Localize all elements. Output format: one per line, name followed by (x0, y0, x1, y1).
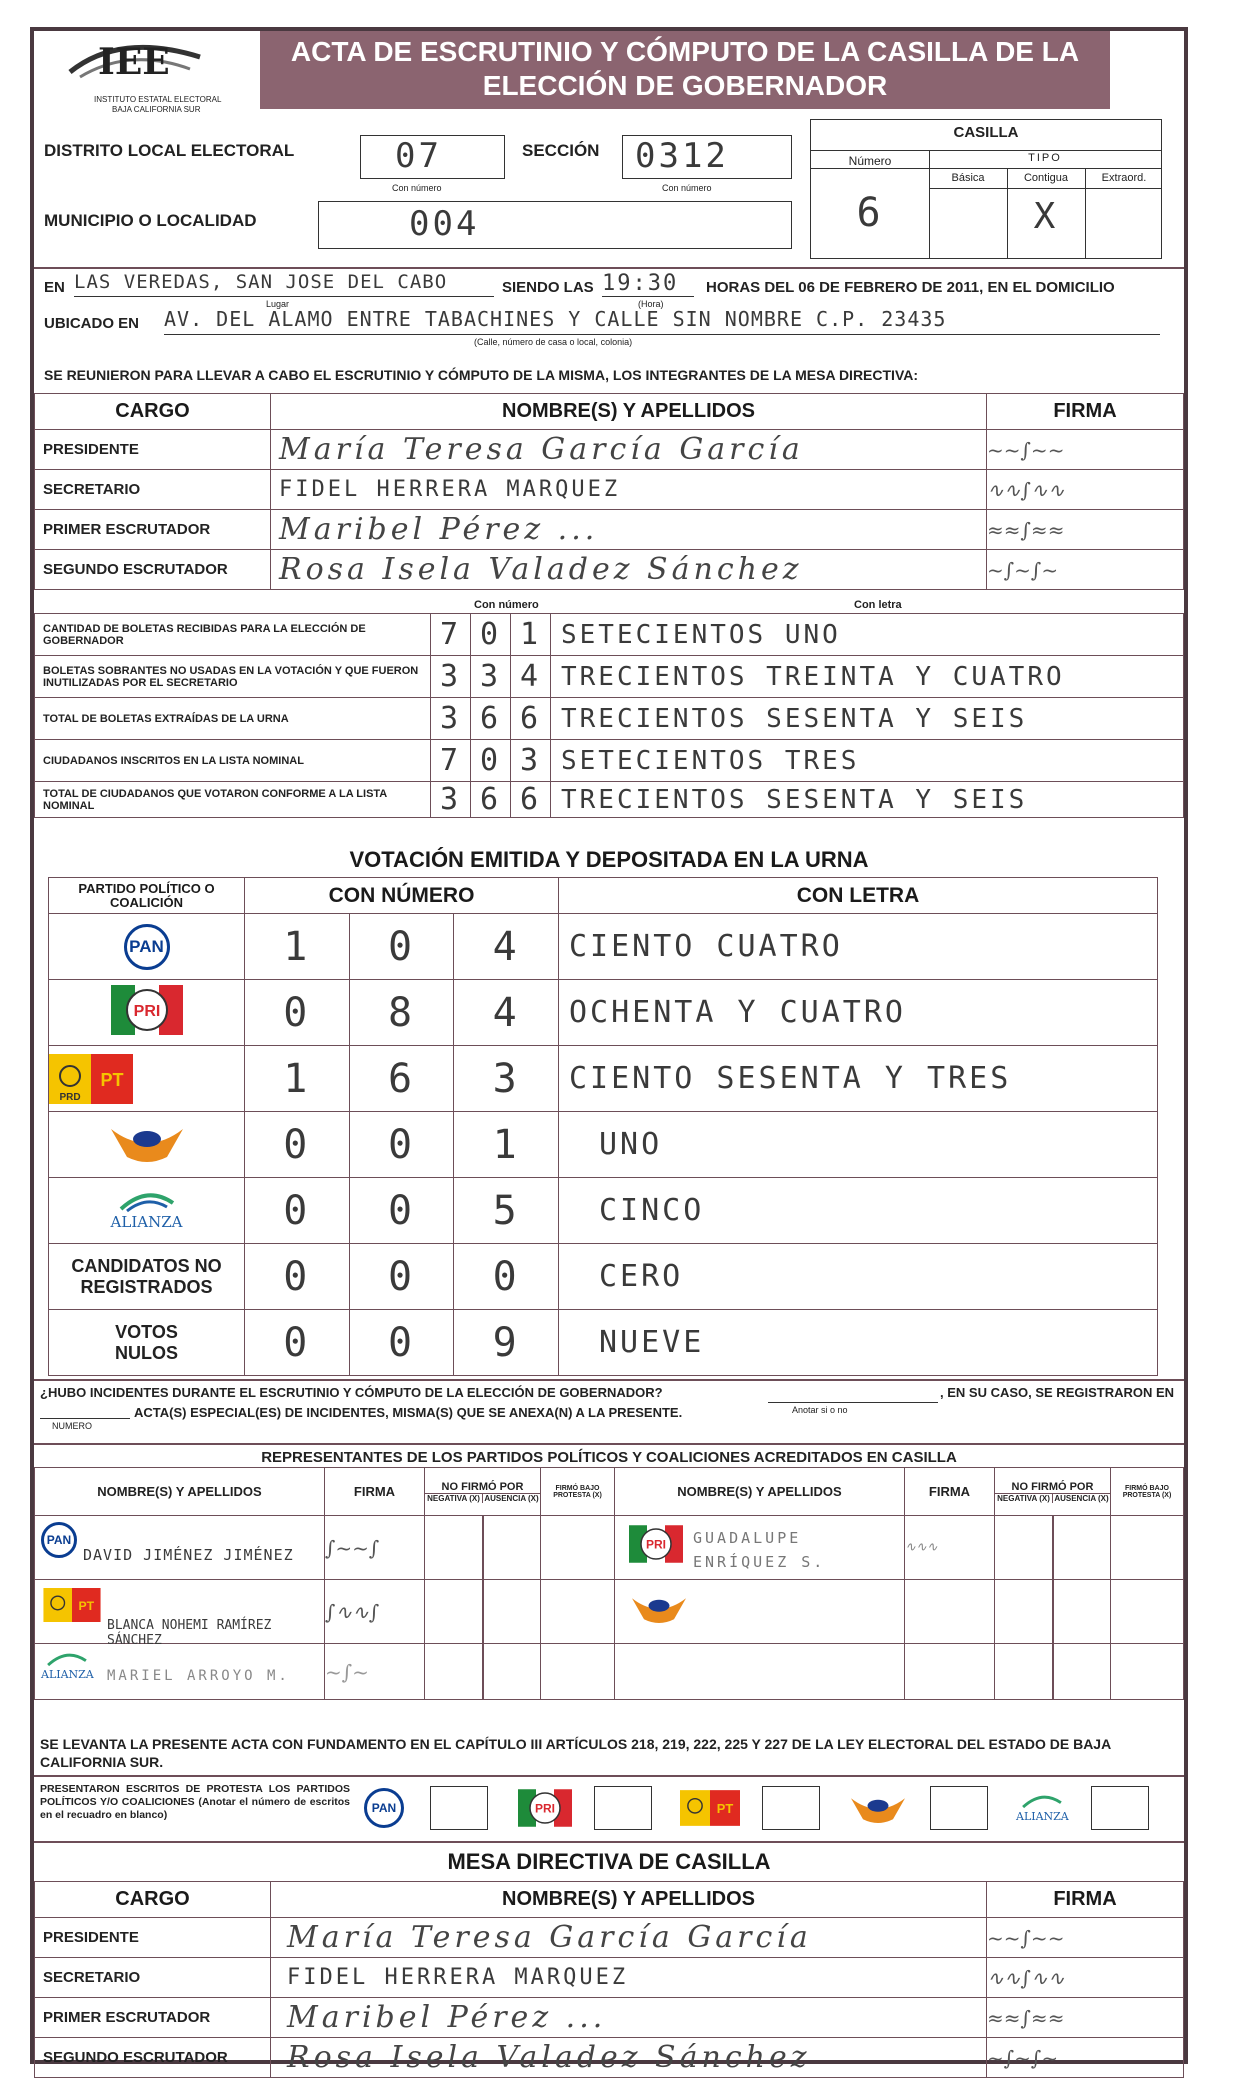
divider-line (34, 267, 1184, 269)
convergencia-logo-icon (107, 1117, 187, 1167)
rep-left-1-no-firmo[interactable] (425, 1516, 541, 1580)
convergencia-logo-icon (629, 1588, 689, 1628)
pri-logo-icon (518, 1789, 572, 1827)
boletas-label: CANTIDAD DE BOLETAS RECIBIDAS PARA LA ELECCIÓN DE GOBERNADOR (35, 614, 431, 656)
svg-text:PRI: PRI (534, 1801, 556, 1816)
table-row (49, 980, 1158, 1046)
rep-left-2[interactable]: PT BLANCA NOHEMI RAMÍREZ SÁNCHEZ (35, 1580, 325, 1644)
table-row (49, 1046, 1158, 1112)
votos-digit[interactable]: 0 (349, 914, 454, 980)
votos-digit[interactable]: 1 (245, 1046, 350, 1112)
table-row (35, 1998, 1184, 2038)
firma-secretario[interactable]: ∿∿∫∿∿ (987, 1958, 1184, 1998)
rep-left-1[interactable]: PAN DAVID JIMÉNEZ JIMÉNEZ (35, 1516, 325, 1580)
rep-left-1-firma[interactable]: ∫~~∫ (325, 1516, 425, 1580)
rep-header-nombre-left: NOMBRE(S) Y APELLIDOS (35, 1468, 325, 1516)
cargo-presidente: PRESIDENTE (35, 1918, 271, 1958)
table-row (35, 1644, 1184, 1700)
cargo-presidente: PRESIDENTE (35, 430, 271, 470)
numero-label: Número (848, 154, 892, 168)
firma-secretario[interactable]: ∿∿∫∿∿ (987, 470, 1184, 510)
svg-text:PRI: PRI (133, 1003, 160, 1020)
rep-left-3-protesta[interactable] (541, 1644, 615, 1700)
rep-header-nombre-right: NOMBRE(S) Y APELLIDOS (615, 1468, 905, 1516)
en-label: EN (44, 279, 65, 296)
boletas-digit[interactable]: 0 (471, 740, 511, 782)
votos-letra[interactable]: CIENTO SESENTA Y TRES (559, 1046, 1158, 1112)
boletas-digit[interactable]: 0 (471, 614, 511, 656)
votos-digit[interactable]: 4 (454, 914, 559, 980)
boletas-digit[interactable]: 3 (431, 698, 471, 740)
rep-right-3-no-firmo[interactable] (995, 1644, 1111, 1700)
votos-digit[interactable]: 0 (245, 1310, 350, 1376)
tipo-label: TIPO (1028, 152, 1062, 164)
votos-digit[interactable]: 5 (454, 1178, 559, 1244)
votos-digit[interactable]: 8 (349, 980, 454, 1046)
distrito-label: DISTRITO LOCAL ELECTORAL (44, 141, 295, 160)
svg-text:PRI: PRI (645, 1537, 667, 1552)
table-row (49, 1178, 1158, 1244)
municipio-label: MUNICIPIO O LOCALIDAD (44, 211, 257, 230)
reunieron-text: SE REUNIERON PARA LLEVAR A CABO EL ESCRUTINIO Y CÓMPUTO DE LA MISMA, LOS INTEGRANTES DE LA MESA DIRECTIVA: (44, 367, 919, 383)
votos-digit[interactable]: 0 (349, 1310, 454, 1376)
votos-digit[interactable]: 1 (245, 914, 350, 980)
iee-logo (60, 37, 238, 119)
boletas-digit[interactable]: 3 (431, 782, 471, 818)
nombre-primer-escrutador[interactable]: Maribel Pérez ... (271, 510, 987, 550)
mesa-directiva-bottom-table (34, 1881, 1184, 2078)
table-row (35, 550, 1184, 590)
rep-header-no-firmo-right: NO FIRMÓ POR NEGATIVA (X) AUSENCIA (X) (995, 1468, 1111, 1516)
votos-digit[interactable]: 3 (454, 1046, 559, 1112)
seccion-field[interactable]: 0312 (622, 135, 792, 179)
convergencia-logo-icon (848, 1789, 908, 1827)
votos-letra[interactable]: CERO (559, 1244, 1158, 1310)
representantes-table (34, 1467, 1184, 1700)
nombre-presidente[interactable]: María Teresa García García (271, 430, 987, 470)
lugar-field[interactable]: LAS VEREDAS, SAN JOSE DEL CABO (74, 271, 494, 297)
municipio-field[interactable]: 004 (318, 201, 792, 249)
svg-text:PRD: PRD (59, 1091, 81, 1103)
tipo-extraord: Extraord. (1101, 172, 1147, 184)
pan-logo-icon: PAN (364, 1788, 404, 1828)
protesta-box-prd-pt[interactable] (762, 1786, 820, 1830)
tipo-basica: Básica (951, 172, 985, 184)
header-nombre: NOMBRE(S) Y APELLIDOS (271, 1882, 987, 1918)
rep-right-2-no-firmo[interactable] (995, 1580, 1111, 1644)
mesa-directiva-top-table (34, 393, 1184, 590)
domicilio-caption: (Calle, número de casa o local, colonia) (474, 337, 633, 347)
nombre-segundo-escrutador[interactable]: Rosa Isela Valadez Sánchez (271, 550, 987, 590)
casilla-title: CASILLA (953, 124, 1019, 141)
table-row (49, 1112, 1158, 1178)
protesta-box-pri[interactable] (594, 1786, 652, 1830)
table-row (35, 614, 1184, 656)
protesta-box-nueva-alianza[interactable] (1091, 1786, 1149, 1830)
iee-logo-text: IEE (98, 41, 170, 83)
boletas-digit[interactable]: 1 (511, 614, 551, 656)
table-row (35, 1958, 1184, 1998)
votos-digit[interactable]: 0 (349, 1112, 454, 1178)
prd-pt-logo-icon (41, 1588, 103, 1622)
firma-presidente[interactable]: ~~∫~~ (987, 430, 1184, 470)
protesta-box-convergencia[interactable] (930, 1786, 988, 1830)
pri-logo-icon (111, 985, 183, 1035)
votos-digit[interactable]: 0 (245, 980, 350, 1046)
nueva-alianza-logo-icon: ALIANZA (102, 1186, 192, 1236)
institute-name: INSTITUTO ESTATAL ELECTORAL (94, 95, 222, 104)
rep-left-2-no-firmo[interactable] (425, 1580, 541, 1644)
header-partido: PARTIDO POLÍTICO O COALICIÓN (49, 878, 245, 914)
votos-nulos-label: VOTOS NULOS (49, 1310, 245, 1376)
numero-caption: NUMERO (52, 1421, 92, 1431)
table-row (49, 1310, 1158, 1376)
rep-right-1-firma[interactable]: ∿∿∿ (905, 1516, 995, 1580)
boletas-letra[interactable]: TRECIENTOS SESENTA Y SEIS (551, 698, 1184, 740)
candidatos-no-registrados-label: CANDIDATOS NO REGISTRADOS (49, 1244, 245, 1310)
party-cell-prd-pt (49, 1046, 245, 1112)
firma-presidente[interactable]: ~~∫~~ (987, 1918, 1184, 1958)
rep-right-2-firma[interactable] (905, 1580, 995, 1644)
siendo-label: SIENDO LAS (502, 279, 594, 296)
votos-digit[interactable]: 0 (245, 1112, 350, 1178)
rep-right-1-no-firmo[interactable] (995, 1516, 1111, 1580)
boletas-digit[interactable]: 6 (511, 698, 551, 740)
boletas-digit[interactable]: 6 (471, 698, 511, 740)
header-nombre: NOMBRE(S) Y APELLIDOS (271, 394, 987, 430)
table-row (35, 1516, 1184, 1580)
rep-right-3-protesta[interactable] (1111, 1644, 1184, 1700)
acta-sheet (30, 27, 1188, 2075)
rep-header-protesta-right: FIRMÓ BAJO PROTESTA (X) (1111, 1468, 1184, 1516)
votacion-title: VOTACIÓN EMITIDA Y DEPOSITADA EN LA URNA (349, 847, 869, 872)
seccion-label: SECCIÓN (522, 141, 600, 160)
distrito-field[interactable]: 07 (360, 135, 505, 179)
rep-right-2-protesta[interactable] (1111, 1580, 1184, 1644)
rep-right-3-firma[interactable] (905, 1644, 995, 1700)
casilla-numero-value[interactable]: 6 (856, 190, 884, 236)
protesta-text: PRESENTARON ESCRITOS DE PROTESTA LOS PARTIDOS POLÍTICOS Y/O COALICIONES (Anotar el número de escritos en el recuadro en blanco) (40, 1783, 350, 1821)
rep-header-firma-right: FIRMA (905, 1468, 995, 1516)
firma-segundo-escrutador[interactable]: ~∫~∫~ (987, 2038, 1184, 2078)
title-line-2: ELECCIÓN DE GOBERNADOR (482, 70, 888, 101)
table-row (35, 1580, 1184, 1644)
institute-state: BAJA CALIFORNIA SUR (112, 105, 201, 114)
boletas-digit[interactable]: 3 (471, 656, 511, 698)
fecha-text: HORAS DEL 06 DE FEBRERO DE 2011, EN EL DOMICILIO (706, 279, 1115, 296)
boletas-letra[interactable]: TRECIENTOS TREINTA Y CUATRO (551, 656, 1184, 698)
table-row (49, 914, 1158, 980)
votos-letra[interactable]: CIENTO CUATRO (559, 914, 1158, 980)
cargo-primer-escrutador: PRIMER ESCRUTADOR (35, 510, 271, 550)
party-cell-convergencia (49, 1112, 245, 1178)
votos-letra[interactable]: NUEVE (559, 1310, 1158, 1376)
nueva-alianza-logo-icon: ALIANZA (1016, 1794, 1069, 1823)
header-firma: FIRMA (987, 1882, 1184, 1918)
votos-letra[interactable]: OCHENTA Y CUATRO (559, 980, 1158, 1046)
boletas-label: BOLETAS SOBRANTES NO USADAS EN LA VOTACIÓN Y QUE FUERON INUTILIZADAS POR EL SECRETARIO (35, 656, 431, 698)
prd-pt-logo-icon (49, 1054, 133, 1104)
cargo-secretario: SECRETARIO (35, 470, 271, 510)
votos-digit[interactable]: 6 (349, 1046, 454, 1112)
boletas-digit[interactable]: 7 (431, 614, 471, 656)
pan-logo-icon: PAN (124, 924, 170, 970)
boletas-digit[interactable]: 3 (511, 740, 551, 782)
votos-letra[interactable]: CINCO (559, 1178, 1158, 1244)
svg-text:PT: PT (100, 1069, 124, 1090)
boletas-table (34, 613, 1184, 818)
rep-left-3-no-firmo[interactable] (425, 1644, 541, 1700)
rep-header-no-firmo-left: NO FIRMÓ POR NEGATIVA (X) AUSENCIA (X) (425, 1468, 541, 1516)
rep-left-1-protesta[interactable] (541, 1516, 615, 1580)
protesta-row (354, 1781, 1184, 1835)
cargo-primer-escrutador: PRIMER ESCRUTADOR (35, 1998, 271, 2038)
party-cell-pan (49, 914, 245, 980)
boletas-digit[interactable]: 7 (431, 740, 471, 782)
incidentes-question-suffix: , EN SU CASO, SE REGISTRARON EN (940, 1385, 1175, 1400)
rep-left-3-firma[interactable]: ~∫~ (325, 1644, 425, 1700)
rep-right-1[interactable]: PRI GUADALUPE ENRÍQUEZ S. (615, 1516, 905, 1580)
hora-caption: (Hora) (638, 299, 664, 309)
ubicado-label: UBICADO EN (44, 315, 140, 332)
pan-logo-icon: PAN (41, 1522, 77, 1558)
boletas-letra[interactable]: TRECIENTOS SESENTA Y SEIS (551, 782, 1184, 818)
table-row (35, 740, 1184, 782)
header-con-letra: CON LETRA (559, 878, 1158, 914)
incidentes-anexa-text: ACTA(S) ESPECIAL(ES) DE INCIDENTES, MISMA(S) QUE SE ANEXA(N) A LA PRESENTE. (134, 1405, 683, 1420)
firma-primer-escrutador[interactable]: ≈≈∫≈≈ (987, 510, 1184, 550)
fundamento-text: SE LEVANTA LA PRESENTE ACTA CON FUNDAMENTO EN EL CAPÍTULO III ARTÍCULOS 218, 219, 222, 225 Y 227 DE LA LEY ELECTORAL DEL ESTADO DE BAJA CALIFORNIA SUR. (40, 1736, 1111, 1770)
svg-text:PT: PT (78, 1598, 95, 1613)
votos-digit[interactable]: 0 (245, 1244, 350, 1310)
party-cell-nueva-alianza (49, 1178, 245, 1244)
table-row (35, 430, 1184, 470)
cargo-secretario: SECRETARIO (35, 1958, 271, 1998)
con-numero-label: Con número (474, 599, 539, 611)
nueva-alianza-logo-icon: ALIANZA (41, 1652, 94, 1681)
table-row (35, 2038, 1184, 2078)
contigua-mark[interactable]: X (1033, 196, 1059, 237)
boletas-digit[interactable]: 6 (511, 782, 551, 818)
boletas-label: CIUDADANOS INSCRITOS EN LA LISTA NOMINAL (35, 740, 431, 782)
nombre-presidente[interactable]: María Teresa García García (271, 1918, 987, 1958)
boletas-digit[interactable]: 3 (431, 656, 471, 698)
votacion-table (48, 877, 1158, 1376)
header-con-numero: CON NÚMERO (245, 878, 559, 914)
distrito-caption: Con número (392, 183, 442, 193)
representantes-title: REPRESENTANTES DE LOS PARTIDOS POLÍTICOS Y COALICIONES ACREDITADOS EN CASILLA (261, 1449, 957, 1466)
table-row (35, 510, 1184, 550)
seccion-caption: Con número (662, 183, 712, 193)
firma-primer-escrutador[interactable]: ≈≈∫≈≈ (987, 1998, 1184, 2038)
prd-pt-logo-icon (680, 1790, 740, 1826)
lugar-caption: Lugar (266, 299, 290, 309)
rep-header-firma-left: FIRMA (325, 1468, 425, 1516)
anotar-caption: Anotar si o no (792, 1405, 848, 1415)
nombre-secretario[interactable]: FIDEL HERRERA MARQUEZ (271, 1958, 987, 1998)
boletas-label: TOTAL DE CIUDADANOS QUE VOTARON CONFORME A LA LISTA NOMINAL (35, 782, 431, 818)
rep-right-2[interactable] (615, 1580, 905, 1644)
rep-left-2-firma[interactable]: ∫∿∿∫ (325, 1580, 425, 1644)
nombre-primer-escrutador[interactable]: Maribel Pérez ... (271, 1998, 987, 2038)
votos-digit[interactable]: 9 (454, 1310, 559, 1376)
svg-text:PT: PT (716, 1801, 734, 1816)
rep-left-3[interactable]: ALIANZA MARIEL ARROYO M. (35, 1644, 325, 1700)
votos-digit[interactable]: 0 (349, 1244, 454, 1310)
header-cargo: CARGO (35, 394, 271, 430)
incidentes-numero-field[interactable] (40, 1401, 130, 1419)
party-cell-pri (49, 980, 245, 1046)
table-row (35, 470, 1184, 510)
table-row (35, 698, 1184, 740)
boletas-letra[interactable]: SETECIENTOS UNO (551, 614, 1184, 656)
rep-left-2-protesta[interactable] (541, 1580, 615, 1644)
cargo-segundo-escrutador: SEGUNDO ESCRUTADOR (35, 2038, 271, 2078)
table-row (35, 782, 1184, 818)
rep-right-1-protesta[interactable] (1111, 1516, 1184, 1580)
boletas-letra[interactable]: SETECIENTOS TRES (551, 740, 1184, 782)
votos-letra[interactable]: UNO (559, 1112, 1158, 1178)
domicilio-field[interactable]: AV. DEL ALAMO ENTRE TABACHINES Y CALLE SIN NOMBRE C.P. 23435 (164, 307, 1160, 335)
protesta-box-pan[interactable] (430, 1786, 488, 1830)
table-row (35, 1918, 1184, 1958)
firma-segundo-escrutador[interactable]: ~∫~∫~ (987, 550, 1184, 590)
title-band (260, 31, 1110, 109)
table-row (35, 656, 1184, 698)
votos-digit[interactable]: 0 (454, 1244, 559, 1310)
title-line-1: ACTA DE ESCRUTINIO Y CÓMPUTO DE LA CASILLA DE LA (290, 36, 1080, 67)
mesa-bottom-title: MESA DIRECTIVA DE CASILLA (447, 1849, 771, 1874)
casilla-box (810, 119, 1162, 259)
rep-header-protesta-left: FIRMÓ BAJO PROTESTA (X) (541, 1468, 615, 1516)
boletas-label: TOTAL DE BOLETAS EXTRAÍDAS DE LA URNA (35, 698, 431, 740)
votos-digit[interactable]: 1 (454, 1112, 559, 1178)
hora-field[interactable]: 19:30 (602, 271, 694, 297)
votos-digit[interactable]: 0 (349, 1178, 454, 1244)
boletas-digit[interactable]: 4 (511, 656, 551, 698)
cargo-segundo-escrutador: SEGUNDO ESCRUTADOR (35, 550, 271, 590)
con-letra-label: Con letra (854, 599, 902, 611)
header-firma: FIRMA (987, 394, 1184, 430)
incidentes-question: ¿HUBO INCIDENTES DURANTE EL ESCRUTINIO Y CÓMPUTO DE LA ELECCIÓN DE GOBERNADOR? (40, 1385, 663, 1400)
votos-digit[interactable]: 0 (245, 1178, 350, 1244)
rep-right-3[interactable] (615, 1644, 905, 1700)
nombre-segundo-escrutador[interactable]: Rosa Isela Valadez Sánchez (271, 2038, 987, 2078)
tipo-contigua: Contigua (1023, 172, 1069, 184)
nombre-secretario[interactable]: FIDEL HERRERA MARQUEZ (271, 470, 987, 510)
header-cargo: CARGO (35, 1882, 271, 1918)
boletas-digit[interactable]: 6 (471, 782, 511, 818)
incidentes-answer-field[interactable] (768, 1385, 938, 1403)
votos-digit[interactable]: 4 (454, 980, 559, 1046)
table-row (49, 1244, 1158, 1310)
pri-logo-icon (629, 1524, 683, 1564)
